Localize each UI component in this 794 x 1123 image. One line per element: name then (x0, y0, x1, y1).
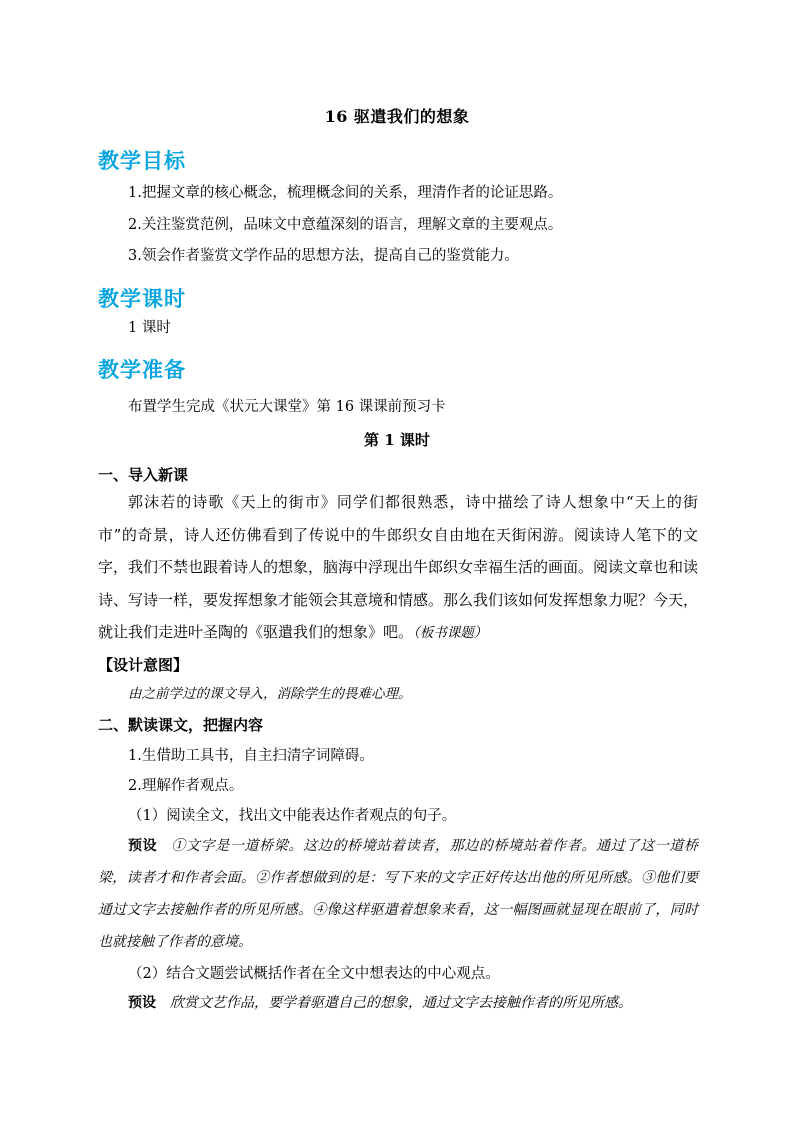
hours-value: 1 课时 (128, 320, 171, 336)
hours-heading: 教学课时 (98, 287, 186, 311)
preset-1-block (98, 830, 698, 958)
prep-value: 布置学生完成《状元大课堂》第 16 课课前预习卡 (128, 399, 446, 415)
design-heading: 【设计意图】 (98, 656, 189, 674)
preset-1-text: ①文字是一道桥梁。这边的桥境站着读者，那边的桥境站着作者。通过了这一道桥梁，读者才和作者会面。②作者想做到的是：写下来的文字正好传达出他的所见所感。③他们要通过文字去接触作者的所见所感。④像这样驱遣着想象来看，这一幅图画就显现在眼前了，同时也就接触了作者的意境。 (98, 838, 699, 950)
question-1: （1）阅读全文，找出文中能表达作者观点的句子。 (128, 808, 457, 824)
preset-2-text: 欣赏文艺作品，要学着驱遣自己的想象，通过文字去接触作者的所见所感。 (170, 995, 632, 1011)
step-1: 1.生借助工具书，自主扫清字词障碍。 (128, 748, 374, 764)
section1-heading: 一、导入新课 (98, 466, 189, 484)
prep-heading: 教学准备 (98, 358, 186, 382)
step-2: 2.理解作者观点。 (128, 778, 244, 794)
goal-item-1: 1.把握文章的核心概念，梳理概念间的关系，理清作者的论证思路。 (128, 185, 563, 201)
preset-label-1: 预设 (128, 838, 158, 854)
question-2: （2）结合文题尝试概括作者在全文中想表达的中心观点。 (128, 966, 500, 982)
goal-item-2: 2.关注鉴赏范例，品味文中意蕴深刻的语言，理解文章的主要观点。 (128, 217, 563, 233)
lesson-title: 16 驱遣我们的想象 (324, 107, 470, 126)
design-text: 由之前学过的课文导入，消除学生的畏难心理。 (128, 686, 412, 702)
preset-label-2: 预设 (128, 995, 156, 1011)
goal-item-3: 3.领会作者鉴赏文学作品的思想方法，提高自己的鉴赏能力。 (128, 248, 519, 264)
intro-text: 郭沫若的诗歌《天上的街市》同学们都很熟悉，诗中描绘了诗人想象中“天上的街市”的奇景，诗人还仿佛看到了传说中的牛郎织女自由地在天街闲游。阅读诗人笔下的文字，我们不禁也跟着诗人的想象，脑海中浮现出牛郎织女幸福生活的画面。阅读文章也和读诗、写诗一样，要发挥想象才能领会其意境和情感。那么我们该如何发挥想象力呢？今天，就让我们走进叶圣陶的《驱遣我们的想象》吧。 (98, 493, 699, 641)
preset-2-block (98, 987, 698, 1019)
session-title: 第 1 课时 (364, 431, 430, 449)
board-note: （板书课题） (413, 625, 488, 641)
intro-paragraph (98, 486, 698, 650)
goals-heading: 教学目标 (98, 149, 186, 173)
section2-heading: 二、默读课文，把握内容 (98, 716, 264, 734)
